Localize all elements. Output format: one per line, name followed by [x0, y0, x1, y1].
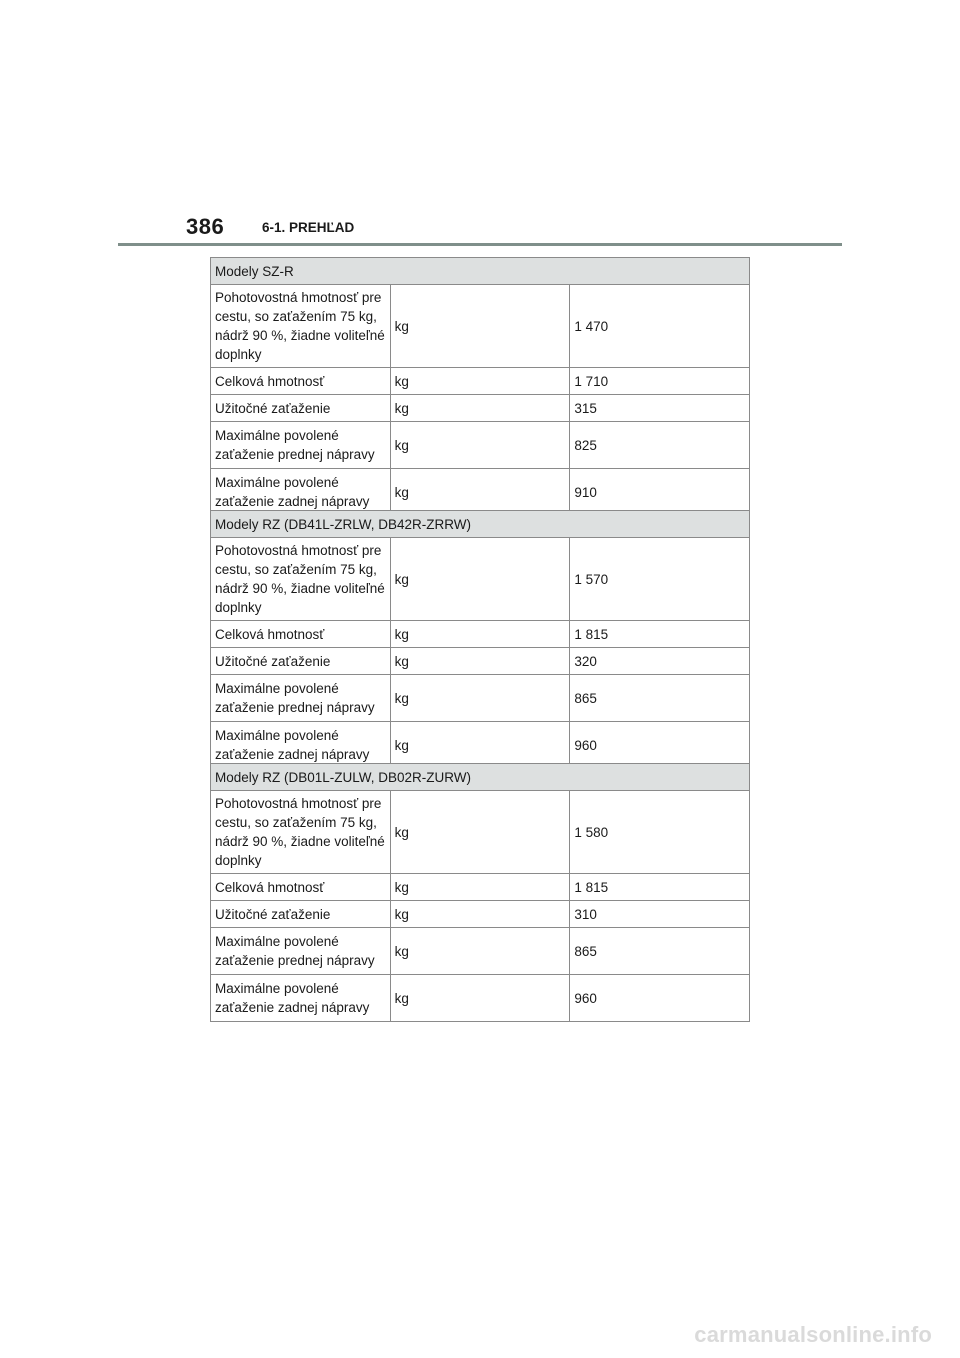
table-row	[211, 395, 750, 422]
row-unit: kg	[390, 791, 570, 874]
section-title: 6-1. PREHĽAD	[262, 220, 355, 235]
row-value: 1 570	[570, 538, 750, 621]
table-row	[211, 368, 750, 395]
row-value: 865	[570, 675, 750, 722]
row-label: Maximálne povolené zaťaženie prednej nápravy	[211, 675, 391, 722]
table-row	[211, 285, 750, 368]
row-value: 1 815	[570, 621, 750, 648]
row-unit: kg	[390, 469, 570, 516]
spec-table-rz-zulw	[210, 763, 750, 1022]
row-value: 320	[570, 648, 750, 675]
table-row	[211, 538, 750, 621]
row-unit: kg	[390, 874, 570, 901]
table-row	[211, 422, 750, 469]
row-label: Pohotovostná hmotnosť pre cestu, so zaťažením 75 kg, nádrž 90 %, žiadne voliteľné doplnky	[211, 538, 391, 621]
row-label: Maximálne povolené zaťaženie prednej nápravy	[211, 928, 391, 975]
row-label: Užitočné zaťaženie	[211, 648, 391, 675]
row-unit: kg	[390, 422, 570, 469]
row-value: 910	[570, 469, 750, 516]
page-number: 386	[186, 214, 225, 239]
table-header-row	[211, 511, 750, 538]
table-row	[211, 928, 750, 975]
row-label: Celková hmotnosť	[211, 874, 391, 901]
table-row	[211, 722, 750, 769]
row-value: 315	[570, 395, 750, 422]
row-unit: kg	[390, 368, 570, 395]
table-row	[211, 975, 750, 1022]
table-row	[211, 874, 750, 901]
row-label: Maximálne povolené zaťaženie zadnej nápravy	[211, 469, 391, 516]
table-row	[211, 648, 750, 675]
row-label: Maximálne povolené zaťaženie prednej nápravy	[211, 422, 391, 469]
row-label: Užitočné zaťaženie	[211, 395, 391, 422]
table-header-row	[211, 258, 750, 285]
row-unit: kg	[390, 975, 570, 1022]
row-unit: kg	[390, 648, 570, 675]
table-title: Modely RZ (DB01L-ZULW, DB02R-ZURW)	[211, 764, 750, 791]
table-row	[211, 469, 750, 516]
row-label: Pohotovostná hmotnosť pre cestu, so zaťažením 75 kg, nádrž 90 %, žiadne voliteľné doplnky	[211, 285, 391, 368]
row-value: 825	[570, 422, 750, 469]
table-row	[211, 675, 750, 722]
row-label: Celková hmotnosť	[211, 621, 391, 648]
row-value: 1 580	[570, 791, 750, 874]
row-unit: kg	[390, 395, 570, 422]
row-value: 865	[570, 928, 750, 975]
table-row	[211, 791, 750, 874]
row-unit: kg	[390, 901, 570, 928]
watermark: carmanualsonline.info	[694, 1322, 932, 1347]
row-unit: kg	[390, 538, 570, 621]
row-value: 1 470	[570, 285, 750, 368]
row-unit: kg	[390, 675, 570, 722]
spec-table-rz-zrlw	[210, 510, 750, 769]
row-unit: kg	[390, 722, 570, 769]
header-rule	[118, 243, 842, 246]
table-row	[211, 621, 750, 648]
row-unit: kg	[390, 928, 570, 975]
row-value: 1 815	[570, 874, 750, 901]
table-header-row	[211, 764, 750, 791]
row-unit: kg	[390, 285, 570, 368]
row-value: 1 710	[570, 368, 750, 395]
spec-table-sz-r	[210, 257, 750, 516]
table-title: Modely RZ (DB41L-ZRLW, DB42R-ZRRW)	[211, 511, 750, 538]
table-title: Modely SZ-R	[211, 258, 750, 285]
row-unit: kg	[390, 621, 570, 648]
row-label: Maximálne povolené zaťaženie zadnej nápravy	[211, 722, 391, 769]
row-label: Užitočné zaťaženie	[211, 901, 391, 928]
row-label: Pohotovostná hmotnosť pre cestu, so zaťažením 75 kg, nádrž 90 %, žiadne voliteľné doplnky	[211, 791, 391, 874]
row-value: 960	[570, 975, 750, 1022]
row-label: Celková hmotnosť	[211, 368, 391, 395]
row-label: Maximálne povolené zaťaženie zadnej nápravy	[211, 975, 391, 1022]
table-row	[211, 901, 750, 928]
row-value: 960	[570, 722, 750, 769]
row-value: 310	[570, 901, 750, 928]
